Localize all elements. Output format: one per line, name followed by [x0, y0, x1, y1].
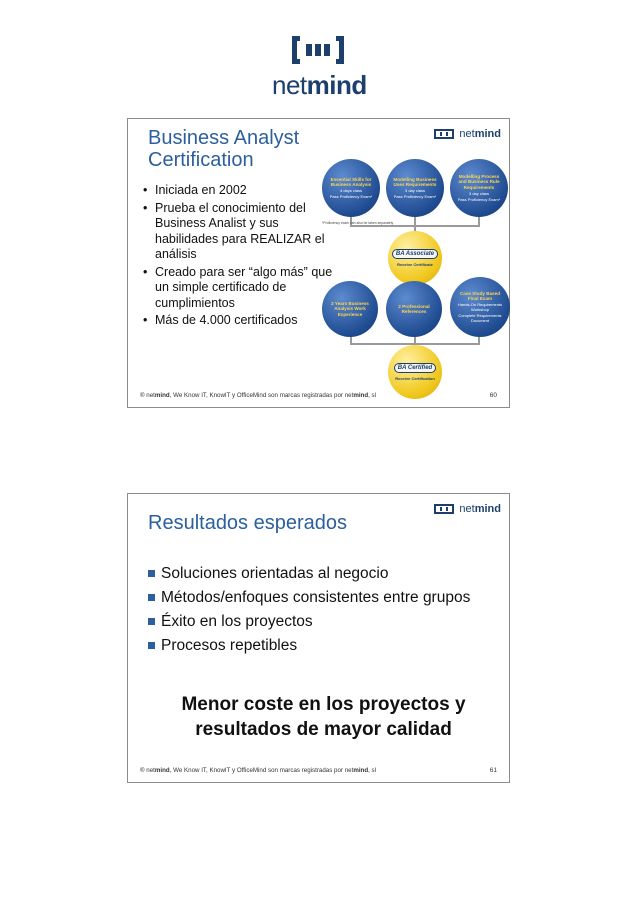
- page-number: 61: [489, 767, 497, 774]
- logo-bracket-icon: [434, 504, 454, 514]
- list-item: • Iniciada en 2002: [142, 183, 342, 199]
- netmind-logo: [258, 36, 378, 100]
- logo-wordmark: netmind: [272, 70, 367, 100]
- ba-associate-badge: BA Associate Receive Certificate: [388, 231, 442, 285]
- slide-footer: [140, 767, 497, 774]
- page-number: 60: [489, 392, 497, 399]
- step-references: 2 Professional References: [386, 281, 442, 337]
- bullet-list: [148, 562, 470, 658]
- logo-bracket-icon: [292, 36, 344, 66]
- step-final-exam: Case Study Based Final Exam Hands-On Requirements Workshop Complete Requirements Document: [450, 277, 510, 337]
- list-item: • Creado para ser “algo más” que un simple certificado de cumplimientos: [142, 265, 342, 312]
- copyright-text: ® netmind, We Know IT, KnowIT y OfficeMind son marcas registradas por netmind, sl: [140, 767, 377, 774]
- slide-footer: [140, 392, 497, 399]
- slide-60: [127, 118, 510, 408]
- diagram-footnote: *Proficiency exam can also be taken separately: [322, 221, 394, 225]
- key-message: Menor coste en los proyectos y resultados de mayor calidad: [181, 694, 466, 740]
- step-modelling-uses: Modelling Business Uses Requirements 3 day class Pass Proficiency Exam*: [386, 159, 444, 217]
- step-experience: 2 Years Business Analysis Work Experience: [322, 281, 378, 337]
- slide-title: Resultados esperados: [148, 512, 348, 534]
- step-essential-skills: Essential Skills for Business Analysis 4 days class Pass Proficiency Exam*: [322, 159, 380, 217]
- copyright-text: ® netmind, We Know IT, KnowIT y OfficeMind son marcas registradas por netmind, sl: [140, 392, 377, 399]
- certification-diagram: [318, 159, 508, 389]
- list-item: • Prueba el conocimiento del Business Analist y sus habilidades para REALIZAR el análisis: [142, 201, 342, 263]
- list-item: Éxito en los proyectos: [148, 610, 470, 634]
- logo-bracket-icon: [434, 129, 454, 139]
- slide-logo: netmind: [434, 502, 501, 516]
- list-item: Soluciones orientadas al negocio: [148, 562, 470, 586]
- list-item: Métodos/enfoques consistentes entre grupos: [148, 586, 470, 610]
- bullet-list: [142, 183, 342, 331]
- ba-certified-badge: BA Certified Receive Certification: [388, 345, 442, 399]
- slide-title: Business Analyst Certification: [148, 127, 300, 171]
- list-item: Procesos repetibles: [148, 634, 470, 658]
- slide-logo: netmind: [434, 127, 501, 141]
- list-item: • Más de 4.000 certificados: [142, 313, 342, 329]
- slide-61: [127, 493, 510, 783]
- step-modelling-process: Modelling Process and Business Rule Requirements 3 day class Pass Proficiency Exam*: [450, 159, 508, 217]
